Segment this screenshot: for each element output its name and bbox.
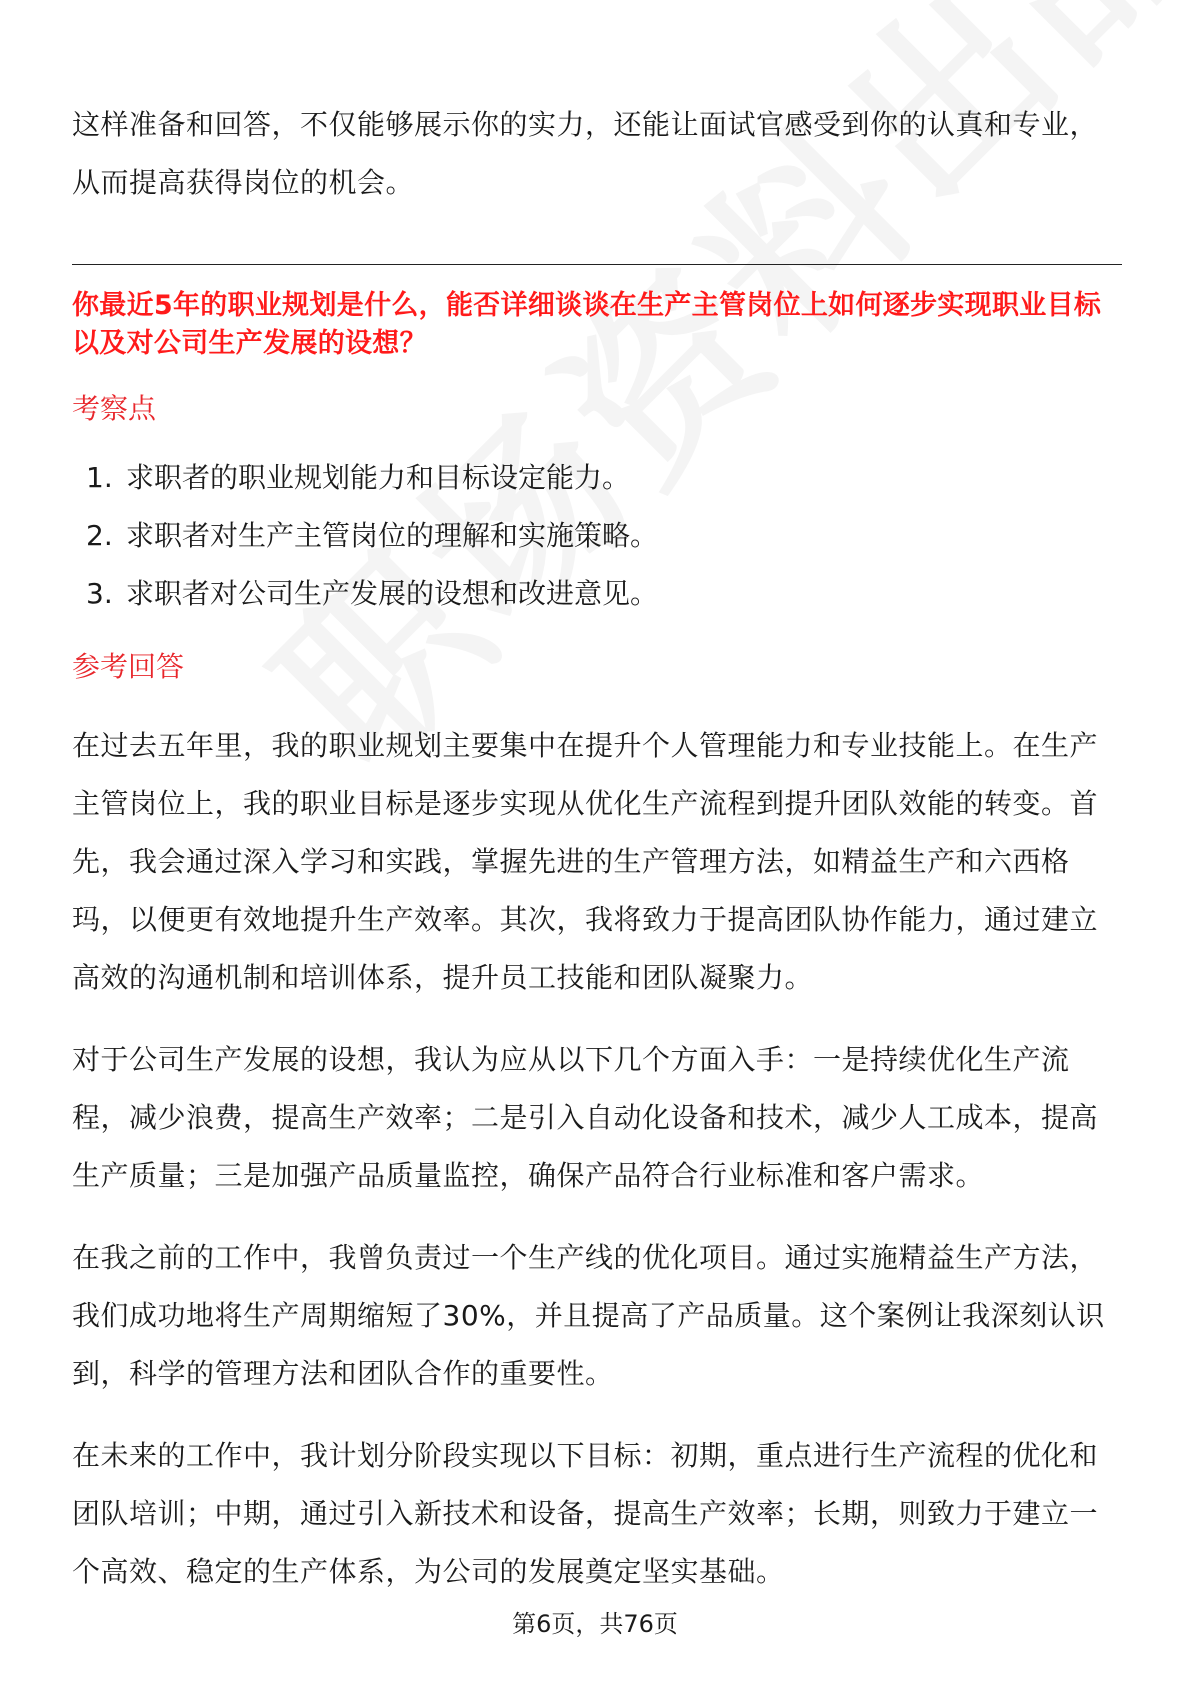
list-item-text: 求职者对生产主管岗位的理解和实施策略。 <box>126 519 659 552</box>
section-divider <box>72 264 1122 265</box>
answer-paragraph: 在未来的工作中，我计划分阶段实现以下目标：初期，重点进行生产流程的优化和团队培训；中期，通过引入新技术和设备，提高生产效率；长期，则致力于建立一个高效、稳定的生产体系，为公司的发展奠定坚实基础。 <box>72 1439 1099 1588</box>
list-number: 3. <box>86 577 113 610</box>
examination-item <box>72 565 1122 623</box>
page-number: 第6页，共76页 <box>512 1610 678 1638</box>
answer-paragraph: 对于公司生产发展的设想，我认为应从以下几个方面入手：一是持续优化生产流程，减少浪费，提高生产效率；二是引入自动化设备和技术，减少人工成本，提高生产质量；三是加强产品质量监控，确保产品符合行业标准和客户需求。 <box>72 1043 1099 1192</box>
answer-body <box>72 717 1122 1601</box>
intro-paragraph: 这样准备和回答，不仅能够展示你的实力，还能让面试官感受到你的认真和专业，从而提高获得岗位的机会。 <box>72 108 1099 199</box>
question-heading: 你最近5年的职业规划是什么，能否详细谈谈在生产主管岗位上如何逐步实现职业目标以及对公司生产发展的设想？ <box>72 290 1102 359</box>
examination-list <box>72 449 1122 623</box>
list-item-text: 求职者的职业规划能力和目标设定能力。 <box>126 461 631 494</box>
examination-item <box>72 507 1122 565</box>
answer-paragraph: 在我之前的工作中，我曾负责过一个生产线的优化项目。通过实施精益生产方法，我们成功地将生产周期缩短了30%，并且提高了产品质量。这个案例让我深刻认识到，科学的管理方法和团队合作的重要性。 <box>72 1241 1105 1390</box>
list-item-text: 求职者对公司生产发展的设想和改进意见。 <box>126 577 659 610</box>
list-number: 2. <box>86 519 113 552</box>
list-number: 1. <box>86 461 113 494</box>
examination-title: 考察点 <box>72 392 157 425</box>
answer-paragraph: 在过去五年里，我的职业规划主要集中在提升个人管理能力和专业技能上。在生产主管岗位上，我的职业目标是逐步实现从优化生产流程到提升团队效能的转变。首先，我会通过深入学习和实践，掌握先进的生产管理方法，如精益生产和六西格玛，以便更有效地提升生产效率。其次，我将致力于提高团队协作能力，通过建立高效的沟通机制和培训体系，提升员工技能和团队凝聚力。 <box>72 729 1099 994</box>
page-content <box>72 96 1122 1601</box>
examination-item <box>72 449 1122 507</box>
answer-title: 参考回答 <box>72 650 185 683</box>
